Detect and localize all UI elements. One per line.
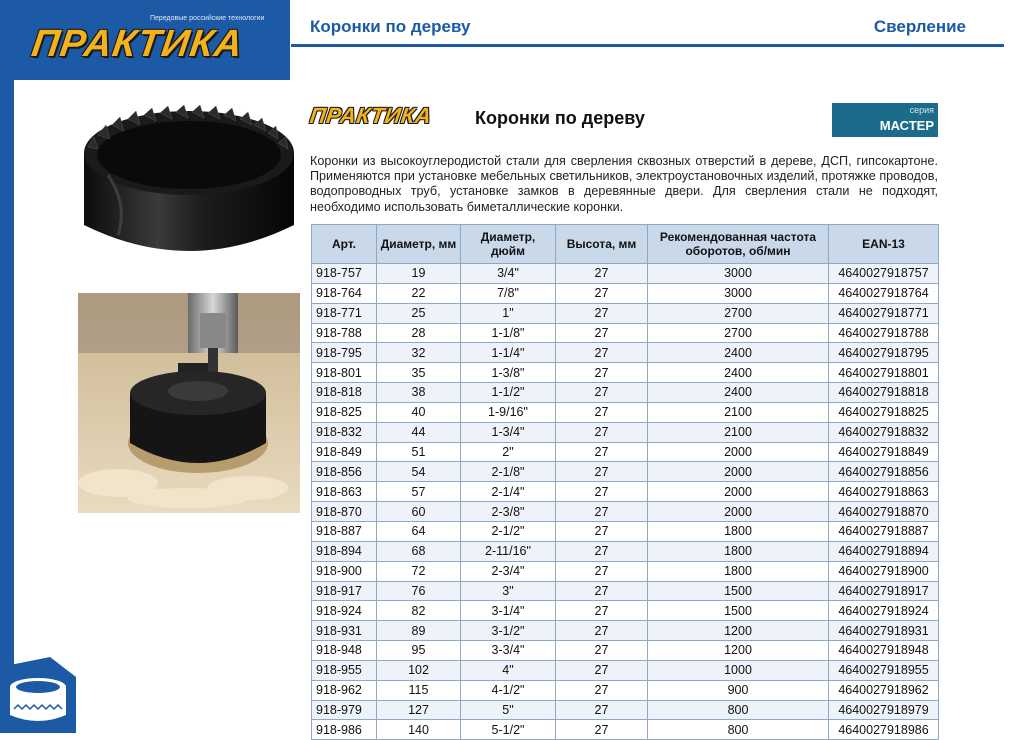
- cell-rpm: 2000: [648, 502, 829, 522]
- cell-art: 918-948: [312, 641, 377, 661]
- cell-height: 27: [556, 323, 648, 343]
- cell-diameter-inch: 1-9/16": [461, 402, 556, 422]
- table-row: [312, 502, 939, 522]
- cell-rpm: 2000: [648, 462, 829, 482]
- cell-diameter-mm: 28: [377, 323, 461, 343]
- cell-diameter-mm: 68: [377, 541, 461, 561]
- cell-height: 27: [556, 521, 648, 541]
- col-header-diameter-mm: Диаметр, мм: [377, 225, 461, 264]
- cell-height: 27: [556, 621, 648, 641]
- cell-rpm: 1800: [648, 541, 829, 561]
- cell-art: 918-894: [312, 541, 377, 561]
- header-logo-band: [0, 0, 290, 80]
- product-title: Коронки по дереву: [475, 108, 645, 128]
- cell-height: 27: [556, 541, 648, 561]
- cell-ean: 4640027918849: [829, 442, 939, 462]
- col-header-height: Высота, мм: [556, 225, 648, 264]
- cell-ean: 4640027918894: [829, 541, 939, 561]
- cell-rpm: 2700: [648, 303, 829, 323]
- brand-logo: [29, 20, 272, 68]
- cell-ean: 4640027918801: [829, 363, 939, 383]
- table-row: [312, 561, 939, 581]
- cell-diameter-inch: 2-3/4": [461, 561, 556, 581]
- table-row: [312, 422, 939, 442]
- hole-saw-badge-icon: [0, 657, 76, 733]
- cell-diameter-mm: 25: [377, 303, 461, 323]
- hole-saw-bit-icon: [78, 95, 300, 275]
- cell-diameter-inch: 2-1/2": [461, 521, 556, 541]
- cell-diameter-inch: 1-1/2": [461, 383, 556, 403]
- cell-rpm: 1200: [648, 621, 829, 641]
- table-row: [312, 442, 939, 462]
- cell-rpm: 1500: [648, 581, 829, 601]
- cell-art: 918-825: [312, 402, 377, 422]
- cell-diameter-mm: 40: [377, 402, 461, 422]
- brand-logo-text: ПРАКТИКА: [29, 23, 246, 65]
- cell-rpm: 1800: [648, 561, 829, 581]
- cell-diameter-inch: 2-3/8": [461, 502, 556, 522]
- cell-ean: 4640027918818: [829, 383, 939, 403]
- cell-diameter-inch: 3/4": [461, 264, 556, 284]
- cell-rpm: 1500: [648, 601, 829, 621]
- cell-rpm: 3000: [648, 264, 829, 284]
- cell-height: 27: [556, 581, 648, 601]
- cell-height: 27: [556, 343, 648, 363]
- cell-ean: 4640027918771: [829, 303, 939, 323]
- cell-height: 27: [556, 462, 648, 482]
- cell-diameter-inch: 1": [461, 303, 556, 323]
- cell-ean: 4640027918870: [829, 502, 939, 522]
- table-header-row: [312, 225, 939, 264]
- cell-height: 27: [556, 720, 648, 740]
- cell-diameter-mm: 82: [377, 601, 461, 621]
- table-row: [312, 264, 939, 284]
- cell-diameter-mm: 127: [377, 700, 461, 720]
- cell-rpm: 3000: [648, 283, 829, 303]
- cell-ean: 4640027918900: [829, 561, 939, 581]
- spec-table-body: [312, 264, 939, 740]
- cell-height: 27: [556, 641, 648, 661]
- cell-diameter-inch: 2-1/4": [461, 482, 556, 502]
- section-title: Сверление: [873, 17, 966, 36]
- cell-height: 27: [556, 264, 648, 284]
- cell-height: 27: [556, 422, 648, 442]
- cell-rpm: 2100: [648, 422, 829, 442]
- col-header-rpm: Рекомендованная частота оборотов, об/мин: [648, 225, 829, 264]
- cell-height: 27: [556, 303, 648, 323]
- table-row: [312, 700, 939, 720]
- cell-rpm: 800: [648, 720, 829, 740]
- cell-art: 918-818: [312, 383, 377, 403]
- cell-rpm: 2000: [648, 442, 829, 462]
- cell-diameter-inch: 3-1/2": [461, 621, 556, 641]
- cell-art: 918-856: [312, 462, 377, 482]
- cell-height: 27: [556, 660, 648, 680]
- cell-art: 918-924: [312, 601, 377, 621]
- cell-art: 918-900: [312, 561, 377, 581]
- cell-art: 918-986: [312, 720, 377, 740]
- cell-ean: 4640027918856: [829, 462, 939, 482]
- table-row: [312, 303, 939, 323]
- cell-art: 918-832: [312, 422, 377, 442]
- cell-height: 27: [556, 383, 648, 403]
- cell-height: 27: [556, 502, 648, 522]
- cell-art: 918-801: [312, 363, 377, 383]
- table-row: [312, 283, 939, 303]
- cell-height: 27: [556, 561, 648, 581]
- cell-diameter-mm: 32: [377, 343, 461, 363]
- table-row: [312, 482, 939, 502]
- table-row: [312, 720, 939, 740]
- cell-ean: 4640027918979: [829, 700, 939, 720]
- cell-art: 918-870: [312, 502, 377, 522]
- cell-height: 27: [556, 482, 648, 502]
- cell-art: 918-788: [312, 323, 377, 343]
- cell-art: 918-757: [312, 264, 377, 284]
- cell-rpm: 2000: [648, 482, 829, 502]
- cell-rpm: 2100: [648, 402, 829, 422]
- cell-diameter-mm: 38: [377, 383, 461, 403]
- cell-rpm: 2400: [648, 363, 829, 383]
- cell-diameter-inch: 7/8": [461, 283, 556, 303]
- page-title: Коронки по дереву: [310, 17, 471, 36]
- cell-diameter-mm: 102: [377, 660, 461, 680]
- cell-rpm: 1000: [648, 660, 829, 680]
- table-row: [312, 680, 939, 700]
- product-brand-logo: ПРАКТИКА: [308, 103, 434, 128]
- cell-height: 27: [556, 680, 648, 700]
- table-row: [312, 621, 939, 641]
- cell-ean: 4640027918757: [829, 264, 939, 284]
- cell-height: 27: [556, 283, 648, 303]
- cell-diameter-mm: 51: [377, 442, 461, 462]
- cell-height: 27: [556, 601, 648, 621]
- cell-diameter-mm: 95: [377, 641, 461, 661]
- table-row: [312, 541, 939, 561]
- cell-ean: 4640027918948: [829, 641, 939, 661]
- col-header-art: Арт.: [312, 225, 377, 264]
- cell-art: 918-917: [312, 581, 377, 601]
- cell-diameter-inch: 1-3/8": [461, 363, 556, 383]
- series-label: серия: [909, 105, 934, 115]
- cell-diameter-inch: 1-1/4": [461, 343, 556, 363]
- cell-ean: 4640027918986: [829, 720, 939, 740]
- drilling-photo-icon: [78, 293, 300, 513]
- table-row: [312, 581, 939, 601]
- cell-diameter-inch: 3-1/4": [461, 601, 556, 621]
- cell-height: 27: [556, 402, 648, 422]
- cell-ean: 4640027918825: [829, 402, 939, 422]
- tagline: Передовые российские технологии: [150, 15, 265, 22]
- table-row: [312, 343, 939, 363]
- cell-diameter-mm: 64: [377, 521, 461, 541]
- cell-height: 27: [556, 442, 648, 462]
- cell-diameter-inch: 5": [461, 700, 556, 720]
- cell-diameter-mm: 22: [377, 283, 461, 303]
- cell-diameter-mm: 72: [377, 561, 461, 581]
- cell-height: 27: [556, 363, 648, 383]
- cell-ean: 4640027918955: [829, 660, 939, 680]
- cell-diameter-mm: 60: [377, 502, 461, 522]
- cell-ean: 4640027918962: [829, 680, 939, 700]
- cell-art: 918-849: [312, 442, 377, 462]
- cell-diameter-mm: 35: [377, 363, 461, 383]
- cell-diameter-mm: 57: [377, 482, 461, 502]
- header-divider: [291, 44, 1004, 47]
- cell-diameter-inch: 2-1/8": [461, 462, 556, 482]
- cell-rpm: 800: [648, 700, 829, 720]
- spec-table: [311, 224, 939, 740]
- cell-rpm: 1200: [648, 641, 829, 661]
- col-header-ean: EAN-13: [829, 225, 939, 264]
- cell-art: 918-931: [312, 621, 377, 641]
- cell-diameter-mm: 89: [377, 621, 461, 641]
- cell-art: 918-962: [312, 680, 377, 700]
- cell-diameter-inch: 2": [461, 442, 556, 462]
- cell-art: 918-795: [312, 343, 377, 363]
- cell-art: 918-764: [312, 283, 377, 303]
- cell-ean: 4640027918795: [829, 343, 939, 363]
- cell-diameter-inch: 2-11/16": [461, 541, 556, 561]
- cell-diameter-inch: 1-3/4": [461, 422, 556, 442]
- series-name: МАСТЕР: [879, 118, 934, 133]
- cell-rpm: 2400: [648, 343, 829, 363]
- cell-ean: 4640027918917: [829, 581, 939, 601]
- cell-diameter-inch: 3-3/4": [461, 641, 556, 661]
- cell-diameter-mm: 140: [377, 720, 461, 740]
- cell-ean: 4640027918924: [829, 601, 939, 621]
- cell-rpm: 1800: [648, 521, 829, 541]
- cell-diameter-inch: 5-1/2": [461, 720, 556, 740]
- cell-rpm: 900: [648, 680, 829, 700]
- cell-diameter-inch: 1-1/8": [461, 323, 556, 343]
- cell-art: 918-979: [312, 700, 377, 720]
- cell-art: 918-887: [312, 521, 377, 541]
- cell-diameter-inch: 4-1/2": [461, 680, 556, 700]
- table-row: [312, 402, 939, 422]
- cell-diameter-inch: 4": [461, 660, 556, 680]
- cell-diameter-mm: 54: [377, 462, 461, 482]
- table-row: [312, 660, 939, 680]
- cell-diameter-mm: 76: [377, 581, 461, 601]
- col-header-diameter-inch: Диаметр, дюйм: [461, 225, 556, 264]
- table-row: [312, 521, 939, 541]
- cell-ean: 4640027918931: [829, 621, 939, 641]
- cell-art: 918-863: [312, 482, 377, 502]
- cell-diameter-mm: 19: [377, 264, 461, 284]
- cell-diameter-mm: 115: [377, 680, 461, 700]
- cell-ean: 4640027918764: [829, 283, 939, 303]
- series-badge: [832, 103, 938, 137]
- cell-rpm: 2400: [648, 383, 829, 403]
- table-row: [312, 641, 939, 661]
- cell-diameter-mm: 44: [377, 422, 461, 442]
- table-row: [312, 462, 939, 482]
- product-description: Коронки из высокоуглеродистой стали для сверления сквозных отверстий в дереве, ДСП, гипсокартоне. Применяются при установке мебельных светильников, электроустановочных изделий, протяжке проводов, водопроводных труб, установке замков в деревянные двери. Для сверления стали не подходят, необходимо использовать биметаллические коронки.: [310, 154, 938, 214]
- cell-diameter-inch: 3": [461, 581, 556, 601]
- left-sidebar: [0, 0, 14, 733]
- cell-ean: 4640027918788: [829, 323, 939, 343]
- cell-art: 918-955: [312, 660, 377, 680]
- cell-ean: 4640027918832: [829, 422, 939, 442]
- cell-art: 918-771: [312, 303, 377, 323]
- cell-ean: 4640027918887: [829, 521, 939, 541]
- cell-height: 27: [556, 700, 648, 720]
- table-row: [312, 323, 939, 343]
- table-row: [312, 601, 939, 621]
- table-row: [312, 363, 939, 383]
- cell-rpm: 2700: [648, 323, 829, 343]
- cell-ean: 4640027918863: [829, 482, 939, 502]
- table-row: [312, 383, 939, 403]
